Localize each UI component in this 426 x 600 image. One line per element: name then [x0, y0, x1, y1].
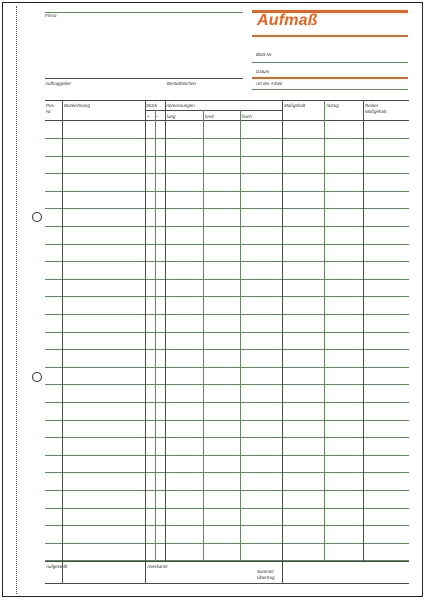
col-abmessungen-label: Abmessungen: [166, 103, 195, 108]
auftraggeber-label: Auftraggeber: [45, 81, 72, 86]
col-pos-label: Pos.: [46, 103, 56, 108]
datum-orange-rule: [252, 77, 408, 79]
art-rule: [252, 89, 408, 90]
abmessungen-sub-rule: [166, 110, 282, 111]
art-label: Art der Arbeit: [256, 81, 283, 86]
page-title: Aufmaß: [257, 12, 318, 29]
table-column-line: [155, 110, 156, 561]
table-row-rule: [45, 244, 409, 245]
table-row-rule: [45, 261, 409, 262]
anerkannt-label: Anerkannt: [147, 564, 168, 569]
table-row-rule: [45, 173, 409, 174]
col-lang-label: lang: [167, 114, 176, 119]
table-header-rule: [45, 120, 409, 121]
table-column-line: [165, 100, 166, 561]
table-top-rule: [45, 100, 409, 101]
table-row-rule: [45, 138, 409, 139]
blatt-label: Blatt-Nr.: [256, 52, 273, 57]
firma-label: Firma: [45, 13, 57, 18]
table-row-rule: [45, 525, 409, 526]
table-column-line: [62, 100, 63, 583]
table-row-rule: [45, 314, 409, 315]
firma-top-rule: [45, 12, 243, 13]
table-row-rule: [45, 508, 409, 509]
blatt-rule: [252, 62, 408, 63]
table-row-rule: [45, 472, 409, 473]
table-column-line: [363, 100, 364, 561]
table-row-rule: [45, 455, 409, 456]
summe-label: Summe/: [257, 569, 274, 574]
datum-label: Datum: [256, 69, 270, 74]
col-bezeichnung-label: Bezeichnung: [64, 103, 91, 108]
bestellzeichen-label: Bestellzeichen: [167, 81, 197, 86]
col-nr-label: Nr.: [46, 109, 52, 114]
table-row-rule: [45, 367, 409, 368]
table-row-rule: [45, 420, 409, 421]
table-row-rule: [45, 191, 409, 192]
table-column-line: [324, 100, 325, 561]
table-row-rule: [45, 208, 409, 209]
perforation-line: [16, 6, 17, 594]
table-column-line: [203, 110, 204, 561]
table-column-line: [145, 100, 146, 583]
table-row-rule: [45, 226, 409, 227]
col-massgehalt-label: Maßgehalt: [284, 103, 306, 108]
punch-hole-top: [32, 212, 42, 222]
table-row-rule: [45, 279, 409, 280]
col-minus-label: –: [156, 114, 159, 119]
table-row-rule: [45, 332, 409, 333]
title-orange-bar-bottom: [252, 35, 408, 37]
footer-bottom-rule: [45, 583, 409, 584]
col-breit-label: breit: [205, 114, 214, 119]
table-row-rule: [45, 490, 409, 491]
table-row-rule: [45, 296, 409, 297]
table-row-rule: [45, 543, 409, 544]
col-reiner-massgehalt-label: Maßgehalt: [365, 109, 387, 114]
table-row-rule: [45, 156, 409, 157]
punch-hole-bottom: [32, 372, 42, 382]
table-row-rule: [45, 402, 409, 403]
col-abzug-label: Abzug: [326, 103, 339, 108]
col-plus-label: +: [147, 114, 150, 119]
col-reiner-label: Reiner: [365, 103, 379, 108]
footer-top-rule: [45, 561, 409, 562]
col-hoch-label: hoch: [242, 114, 252, 119]
table-row-rule: [45, 437, 409, 438]
col-stueck-label: Stück: [146, 103, 158, 108]
uebertrag-label: Übertrag: [257, 575, 275, 580]
aufgestellt-label: Aufgestellt: [46, 564, 68, 569]
table-column-line: [282, 100, 283, 583]
table-column-line: [240, 110, 241, 561]
table-row-rule: [45, 384, 409, 385]
auftraggeber-rule: [45, 78, 243, 79]
table-row-rule: [45, 349, 409, 350]
